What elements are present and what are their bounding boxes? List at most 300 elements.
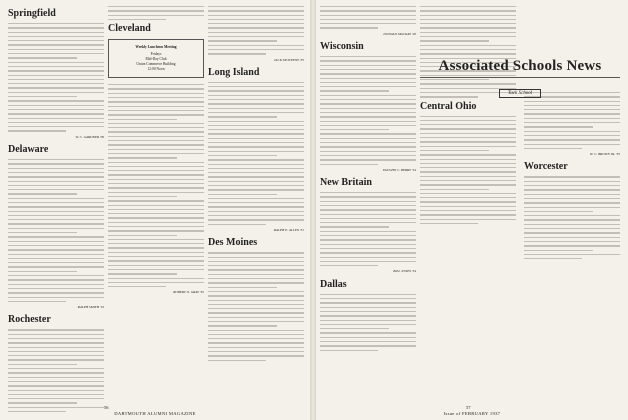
- text-line: [8, 359, 104, 360]
- text-line: [208, 159, 304, 160]
- text-line: [8, 390, 104, 391]
- text-line: [208, 206, 304, 207]
- text-line: [108, 200, 204, 201]
- text-line: [420, 49, 516, 50]
- text-line: [208, 176, 304, 177]
- text-line: [208, 172, 304, 173]
- text-line: [208, 291, 304, 292]
- text-line: [208, 151, 304, 152]
- text-line: [8, 202, 104, 203]
- article-body: [108, 84, 204, 287]
- text-line: [320, 129, 389, 130]
- text-line: [420, 184, 516, 185]
- text-line: [8, 189, 104, 190]
- text-line: [108, 127, 204, 128]
- text-line: [320, 248, 416, 249]
- text-line: [524, 245, 620, 246]
- text-line: [420, 53, 516, 54]
- text-line: [8, 385, 104, 386]
- article-byline: RALPH SMITH '19: [77, 305, 104, 310]
- text-line: [108, 166, 204, 167]
- text-line: [208, 194, 277, 195]
- text-line: [108, 269, 204, 270]
- text-line: [8, 32, 104, 33]
- text-line: [320, 244, 416, 245]
- article-body: [524, 176, 620, 259]
- text-line: [108, 170, 204, 171]
- text-line: [108, 247, 204, 248]
- text-line: [208, 125, 304, 126]
- text-line: [108, 162, 204, 163]
- text-line: [420, 32, 516, 33]
- text-line: [208, 189, 304, 190]
- text-line: [208, 252, 304, 253]
- text-line: [320, 164, 378, 165]
- masthead-subtitle: Tuck School: [499, 89, 541, 98]
- text-line: [524, 109, 620, 110]
- text-line: [420, 133, 516, 134]
- text-line: [524, 215, 620, 216]
- text-line: [420, 159, 516, 160]
- text-line: [208, 95, 304, 96]
- text-line: [108, 19, 166, 20]
- text-line: [8, 236, 104, 237]
- text-line: [524, 126, 593, 127]
- text-line: [8, 57, 77, 58]
- text-line: [108, 235, 177, 236]
- masthead-rule: [420, 77, 620, 78]
- text-line: [208, 304, 304, 305]
- text-line: [8, 87, 104, 88]
- text-line: [208, 6, 304, 7]
- article-byline: ROBERT O. GRAY '32: [173, 290, 204, 295]
- text-line: [208, 219, 304, 220]
- article-body: [320, 6, 416, 29]
- text-line: [420, 128, 516, 129]
- text-line: [320, 345, 416, 346]
- text-line: [208, 274, 304, 275]
- text-line: [420, 120, 516, 121]
- text-line: [8, 329, 104, 330]
- text-line: [524, 202, 620, 203]
- text-line: [8, 181, 104, 182]
- text-line: [108, 110, 204, 111]
- text-line: [320, 112, 416, 113]
- text-line: [208, 53, 266, 54]
- text-line: [320, 252, 416, 253]
- left-page: [0, 0, 310, 420]
- text-line: [8, 245, 104, 246]
- text-line: [208, 15, 304, 16]
- text-line: [524, 105, 620, 106]
- text-line: [320, 23, 416, 24]
- masthead-title: Associated Schools News: [438, 58, 602, 74]
- article-body: [8, 23, 104, 132]
- text-line: [320, 73, 416, 74]
- text-line: [420, 40, 489, 41]
- text-line: [8, 398, 104, 399]
- text-line: [420, 10, 516, 11]
- text-line: [208, 40, 277, 41]
- text-line: [108, 209, 204, 210]
- text-line: [208, 155, 277, 156]
- text-line: [208, 287, 277, 288]
- article-byline: RALPH E. ALLEN '31: [273, 227, 304, 232]
- masthead: [420, 58, 620, 99]
- text-line: [208, 300, 304, 301]
- text-line: [8, 407, 104, 408]
- text-line: [208, 269, 304, 270]
- text-line: [524, 250, 593, 251]
- text-line: [320, 78, 416, 79]
- text-line: [320, 15, 416, 16]
- text-line: [208, 142, 304, 143]
- text-line: [320, 103, 416, 104]
- text-line: [524, 224, 620, 225]
- text-line: [108, 230, 204, 231]
- text-line: [524, 198, 620, 199]
- text-line: [208, 32, 304, 33]
- text-line: [8, 40, 104, 41]
- text-line: [8, 105, 104, 106]
- text-line: [8, 258, 104, 259]
- text-line: [420, 214, 516, 215]
- text-line: [8, 172, 104, 173]
- article-body: [208, 6, 304, 55]
- text-line: [208, 185, 304, 186]
- right-page-number: 57: [466, 405, 471, 410]
- text-line: [108, 286, 166, 287]
- text-line: [320, 315, 416, 316]
- text-line: [208, 330, 304, 331]
- text-line: [8, 228, 104, 229]
- text-line: [524, 185, 620, 186]
- text-line: [8, 185, 104, 186]
- text-line: [8, 368, 104, 369]
- text-line: [320, 86, 416, 87]
- text-line: [320, 82, 416, 83]
- text-line: [524, 135, 620, 136]
- text-line: [320, 159, 416, 160]
- text-line: [8, 288, 104, 289]
- text-line: [420, 176, 516, 177]
- text-line: [208, 211, 304, 212]
- text-line: [8, 44, 104, 45]
- text-line: [208, 224, 266, 225]
- text-line: [320, 95, 416, 96]
- text-line: [320, 65, 416, 66]
- text-line: [108, 252, 204, 253]
- text-line: [320, 350, 378, 351]
- text-line: [108, 256, 204, 257]
- text-line: [524, 194, 620, 195]
- text-line: [8, 266, 104, 267]
- text-line: [524, 232, 620, 233]
- text-line: [524, 101, 620, 102]
- text-line: [208, 133, 304, 134]
- text-line: [524, 118, 620, 119]
- text-line: [108, 239, 204, 240]
- text-line: [208, 116, 277, 117]
- article-body: [420, 116, 516, 225]
- text-line: [8, 113, 104, 114]
- article-byline: JACK MCWEENY '35: [273, 57, 304, 62]
- text-line: [524, 144, 620, 145]
- text-line: [108, 273, 177, 274]
- meeting-notice-line: 12:00 Noon: [147, 67, 165, 72]
- text-line: [420, 210, 516, 211]
- text-line: [524, 113, 620, 114]
- text-line: [208, 10, 304, 11]
- text-line: [420, 141, 516, 142]
- text-line: [320, 324, 416, 325]
- left-column-1: [8, 6, 104, 415]
- text-line: [8, 126, 104, 127]
- text-line: [208, 146, 304, 147]
- text-line: [420, 201, 516, 202]
- text-line: [420, 223, 478, 224]
- text-line: [208, 19, 304, 20]
- text-line: [320, 19, 416, 20]
- text-line: [8, 271, 77, 272]
- text-line: [108, 222, 204, 223]
- left-page-footer: DARTMOUTH ALUMNI MAGAZINE: [114, 411, 196, 416]
- text-line: [320, 116, 416, 117]
- text-line: [320, 10, 416, 11]
- text-line: [320, 239, 416, 240]
- article-heading: Central Ohio: [420, 100, 477, 112]
- text-line: [108, 187, 204, 188]
- text-line: [208, 23, 304, 24]
- text-line: [208, 90, 304, 91]
- text-line: [108, 213, 204, 214]
- text-line: [420, 23, 516, 24]
- text-line: [108, 196, 177, 197]
- text-line: [208, 317, 304, 318]
- text-line: [320, 142, 416, 143]
- text-line: [320, 222, 416, 223]
- text-line: [108, 88, 204, 89]
- text-line: [8, 334, 104, 335]
- text-line: [320, 27, 378, 28]
- text-line: [320, 307, 416, 308]
- text-line: [8, 402, 77, 403]
- article-heading: Rochester: [8, 314, 51, 326]
- text-line: [8, 254, 104, 255]
- text-line: [8, 223, 104, 224]
- text-line: [208, 82, 304, 83]
- text-line: [208, 202, 304, 203]
- text-line: [420, 154, 516, 155]
- text-line: [8, 66, 104, 67]
- text-line: [108, 93, 204, 94]
- text-line: [320, 151, 416, 152]
- text-line: [108, 192, 204, 193]
- text-line: [320, 56, 416, 57]
- text-line: [108, 131, 204, 132]
- text-line: [320, 121, 416, 122]
- text-line: [524, 254, 620, 255]
- text-line: [8, 301, 66, 302]
- text-line: [524, 139, 620, 140]
- article-body: [108, 6, 204, 20]
- text-line: [208, 181, 304, 182]
- text-line: [8, 176, 104, 177]
- article-body: [8, 159, 104, 302]
- text-line: [108, 6, 204, 7]
- text-line: [8, 342, 104, 343]
- text-line: [8, 394, 104, 395]
- article-heading: Cleveland: [108, 23, 151, 35]
- right-column-1: [320, 6, 416, 354]
- text-line: [8, 279, 104, 280]
- left-page-number: 56: [104, 405, 109, 410]
- text-line: [8, 338, 104, 339]
- text-line: [8, 249, 104, 250]
- text-line: [524, 181, 620, 182]
- text-line: [208, 215, 304, 216]
- article-heading: Delaware: [8, 144, 49, 156]
- text-line: [524, 219, 620, 220]
- article-byline: BILL JONES '34: [393, 269, 416, 274]
- text-line: [8, 297, 104, 298]
- text-line: [208, 99, 304, 100]
- text-line: [524, 176, 620, 177]
- meeting-notice-line: Union Commerce Building: [136, 62, 176, 67]
- text-line: [320, 257, 416, 258]
- text-line: [420, 163, 516, 164]
- text-line: [320, 337, 416, 338]
- text-line: [420, 171, 516, 172]
- text-line: [208, 129, 304, 130]
- text-line: [208, 360, 266, 361]
- text-line: [208, 164, 304, 165]
- text-line: [208, 45, 304, 46]
- text-line: [208, 325, 277, 326]
- text-line: [108, 278, 204, 279]
- article-byline: W. C. GARDNER '09: [75, 134, 104, 139]
- article-heading: Dallas: [320, 278, 347, 290]
- text-line: [320, 146, 416, 147]
- meeting-notice-line: Weekly Luncheon Meeting: [135, 45, 177, 50]
- text-line: [208, 27, 304, 28]
- article-heading: Long Island: [208, 66, 260, 78]
- text-line: [208, 168, 304, 169]
- right-page-footer: Issue of FEBRUARY 1937: [443, 411, 501, 416]
- text-line: [320, 298, 416, 299]
- text-line: [8, 75, 104, 76]
- text-line: [208, 295, 304, 296]
- text-line: [320, 235, 416, 236]
- text-line: [208, 355, 304, 356]
- text-line: [8, 377, 104, 378]
- text-line: [8, 36, 104, 37]
- text-line: [208, 112, 304, 113]
- text-line: [8, 27, 104, 28]
- text-line: [8, 130, 66, 131]
- text-line: [420, 124, 516, 125]
- text-line: [208, 198, 304, 199]
- article-body: [208, 82, 304, 225]
- text-line: [320, 125, 416, 126]
- text-line: [420, 206, 516, 207]
- text-line: [208, 334, 304, 335]
- text-line: [108, 157, 177, 158]
- text-line: [8, 79, 104, 80]
- text-line: [208, 49, 304, 50]
- article-body: [524, 92, 620, 149]
- text-line: [108, 174, 204, 175]
- text-line: [108, 123, 204, 124]
- text-line: [108, 114, 204, 115]
- text-line: [524, 189, 620, 190]
- text-line: [208, 351, 304, 352]
- text-line: [8, 262, 104, 263]
- text-line: [208, 265, 304, 266]
- text-line: [320, 341, 416, 342]
- article-heading: Wisconsin: [320, 41, 364, 53]
- text-line: [320, 99, 416, 100]
- left-column-2: [108, 6, 204, 300]
- text-line: [420, 146, 516, 147]
- text-line: [420, 180, 516, 181]
- text-line: [108, 149, 204, 150]
- text-line: [420, 150, 489, 151]
- text-line: [108, 282, 204, 283]
- text-line: [8, 347, 104, 348]
- text-line: [320, 332, 416, 333]
- text-line: [420, 36, 516, 37]
- text-line: [108, 15, 204, 16]
- text-line: [8, 62, 104, 63]
- text-line: [320, 328, 389, 329]
- text-line: [108, 183, 204, 184]
- left-column-3: [208, 6, 304, 364]
- text-line: [8, 118, 104, 119]
- text-line: [8, 206, 104, 207]
- text-line: [8, 284, 104, 285]
- text-line: [108, 136, 204, 137]
- text-line: [524, 207, 620, 208]
- text-line: [524, 148, 582, 149]
- text-line: [420, 19, 516, 20]
- text-line: [208, 342, 304, 343]
- right-column-3: [524, 92, 620, 262]
- text-line: [208, 103, 304, 104]
- text-line: [208, 36, 304, 37]
- text-line: [108, 97, 204, 98]
- text-line: [320, 218, 416, 219]
- text-line: [320, 90, 389, 91]
- text-line: [8, 215, 104, 216]
- text-line: [320, 226, 389, 227]
- text-line: [320, 196, 416, 197]
- text-line: [208, 338, 304, 339]
- article-byline: DONALD MACKAY '20: [383, 31, 416, 36]
- article-body: [208, 252, 304, 361]
- text-line: [8, 163, 104, 164]
- text-line: [320, 192, 416, 193]
- text-line: [108, 217, 204, 218]
- text-line: [108, 226, 204, 227]
- text-line: [320, 69, 416, 70]
- article-heading: Springfield: [8, 8, 56, 19]
- text-line: [8, 83, 104, 84]
- text-line: [108, 260, 204, 261]
- text-line: [208, 308, 304, 309]
- text-line: [8, 122, 104, 123]
- text-line: [8, 372, 104, 373]
